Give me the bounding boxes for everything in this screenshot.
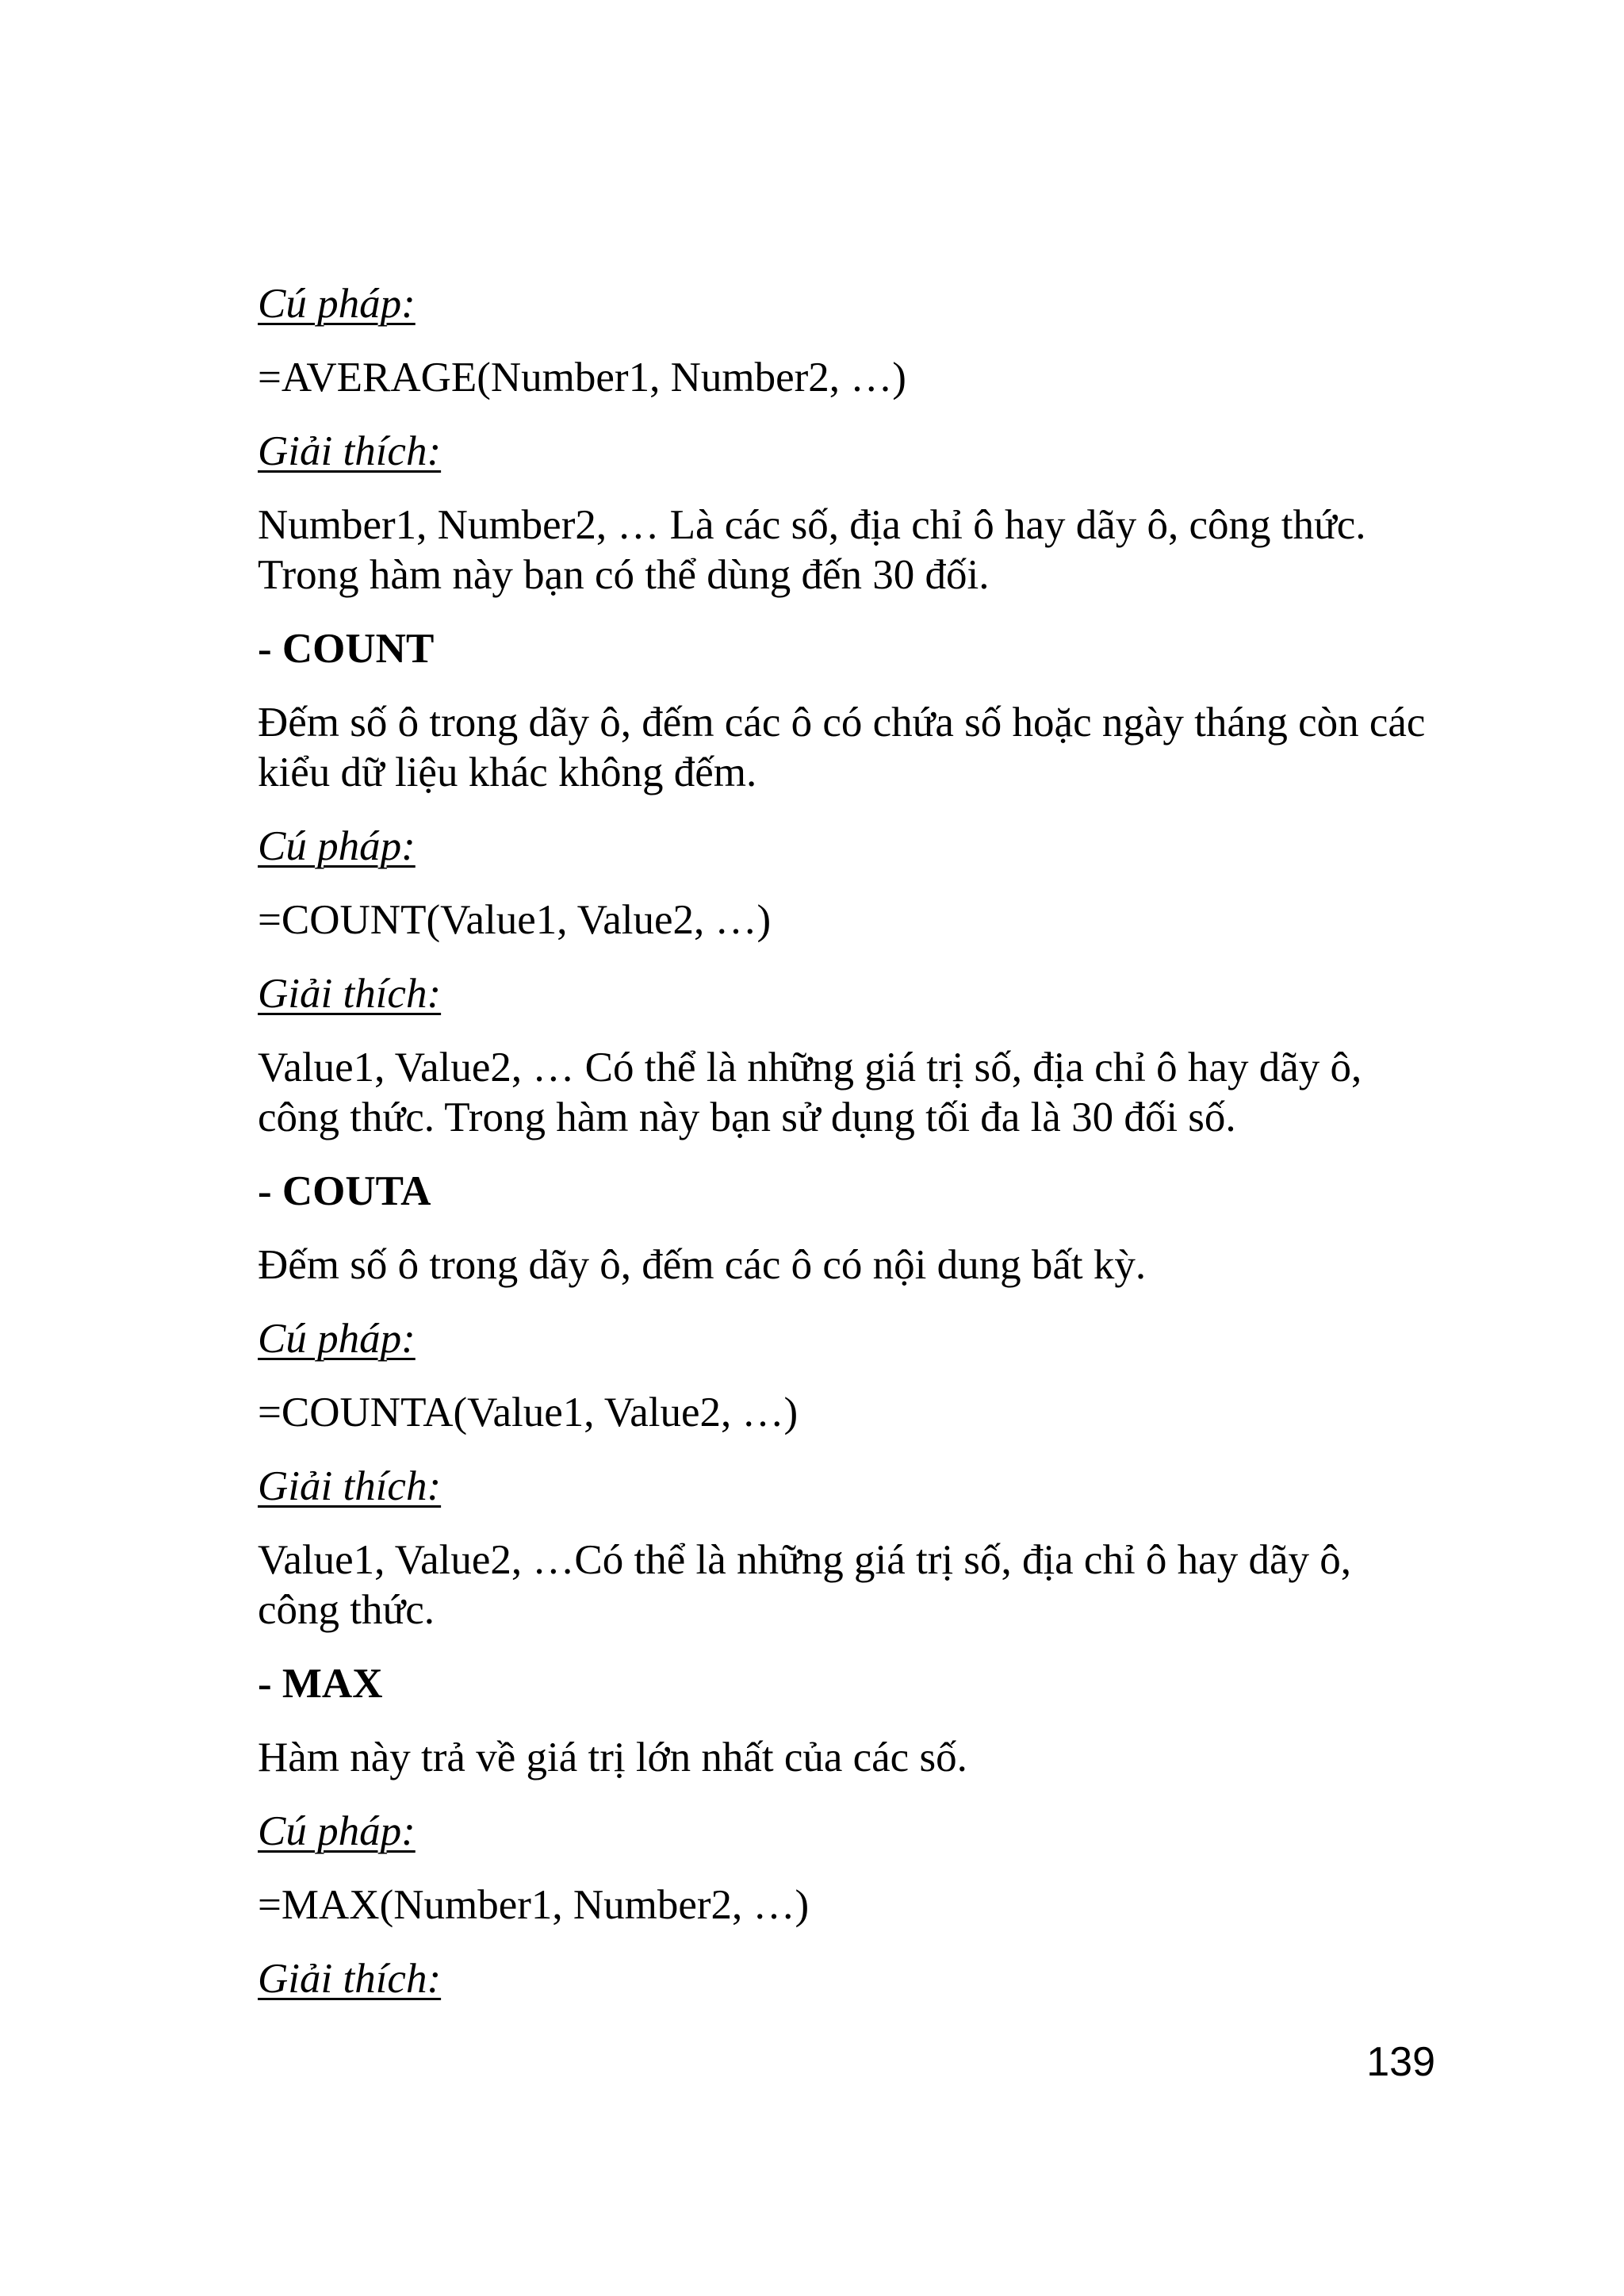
max-syntax-label: Cú pháp: <box>258 1808 416 1854</box>
couta-explanation: Value1, Value2, …Có thể là những giá trị số, địa chỉ ô hay dãy ô, công thức. <box>258 1537 1351 1633</box>
couta-description: Đếm số ô trong dãy ô, đếm các ô có nội dung bất kỳ. <box>258 1242 1147 1288</box>
max-description: Hàm này trả về giá trị lớn nhất của các số. <box>258 1734 967 1780</box>
page-number: 139 <box>1366 2039 1435 2085</box>
max-heading: - MAX <box>258 1661 383 1707</box>
average-syntax-label: Cú pháp: <box>258 281 416 327</box>
max-formula: =MAX(Number1, Number2, …) <box>258 1882 810 1928</box>
couta-explain-label: Giải thích: <box>258 1463 442 1509</box>
count-explanation: Value1, Value2, … Có thể là những giá trị số, địa chỉ ô hay dãy ô, công thức. Trong hàm này bạn sử dụng tối đa là 30 đối số. <box>258 1045 1362 1140</box>
couta-formula: =COUNTA(Value1, Value2, …) <box>258 1389 799 1435</box>
count-formula: =COUNT(Value1, Value2, …) <box>258 897 772 943</box>
average-explanation: Number1, Number2, … Là các số, địa chỉ ô hay dãy ô, công thức. Trong hàm này bạn có thể dùng đến 30 đối. <box>258 502 1366 598</box>
average-formula: =AVERAGE(Number1, Number2, …) <box>258 355 906 401</box>
couta-heading: - COUTA <box>258 1168 431 1214</box>
count-heading: - COUNT <box>258 626 435 672</box>
count-explain-label: Giải thích: <box>258 971 442 1017</box>
max-explain-label: Giải thích: <box>258 1956 442 2002</box>
couta-syntax-label: Cú pháp: <box>258 1316 416 1362</box>
count-description: Đếm số ô trong dãy ô, đếm các ô có chứa số hoặc ngày tháng còn các kiểu dữ liệu khác không đếm. <box>258 700 1426 795</box>
count-syntax-label: Cú pháp: <box>258 823 416 869</box>
page-content <box>258 279 1431 2028</box>
average-explain-label: Giải thích: <box>258 428 442 474</box>
